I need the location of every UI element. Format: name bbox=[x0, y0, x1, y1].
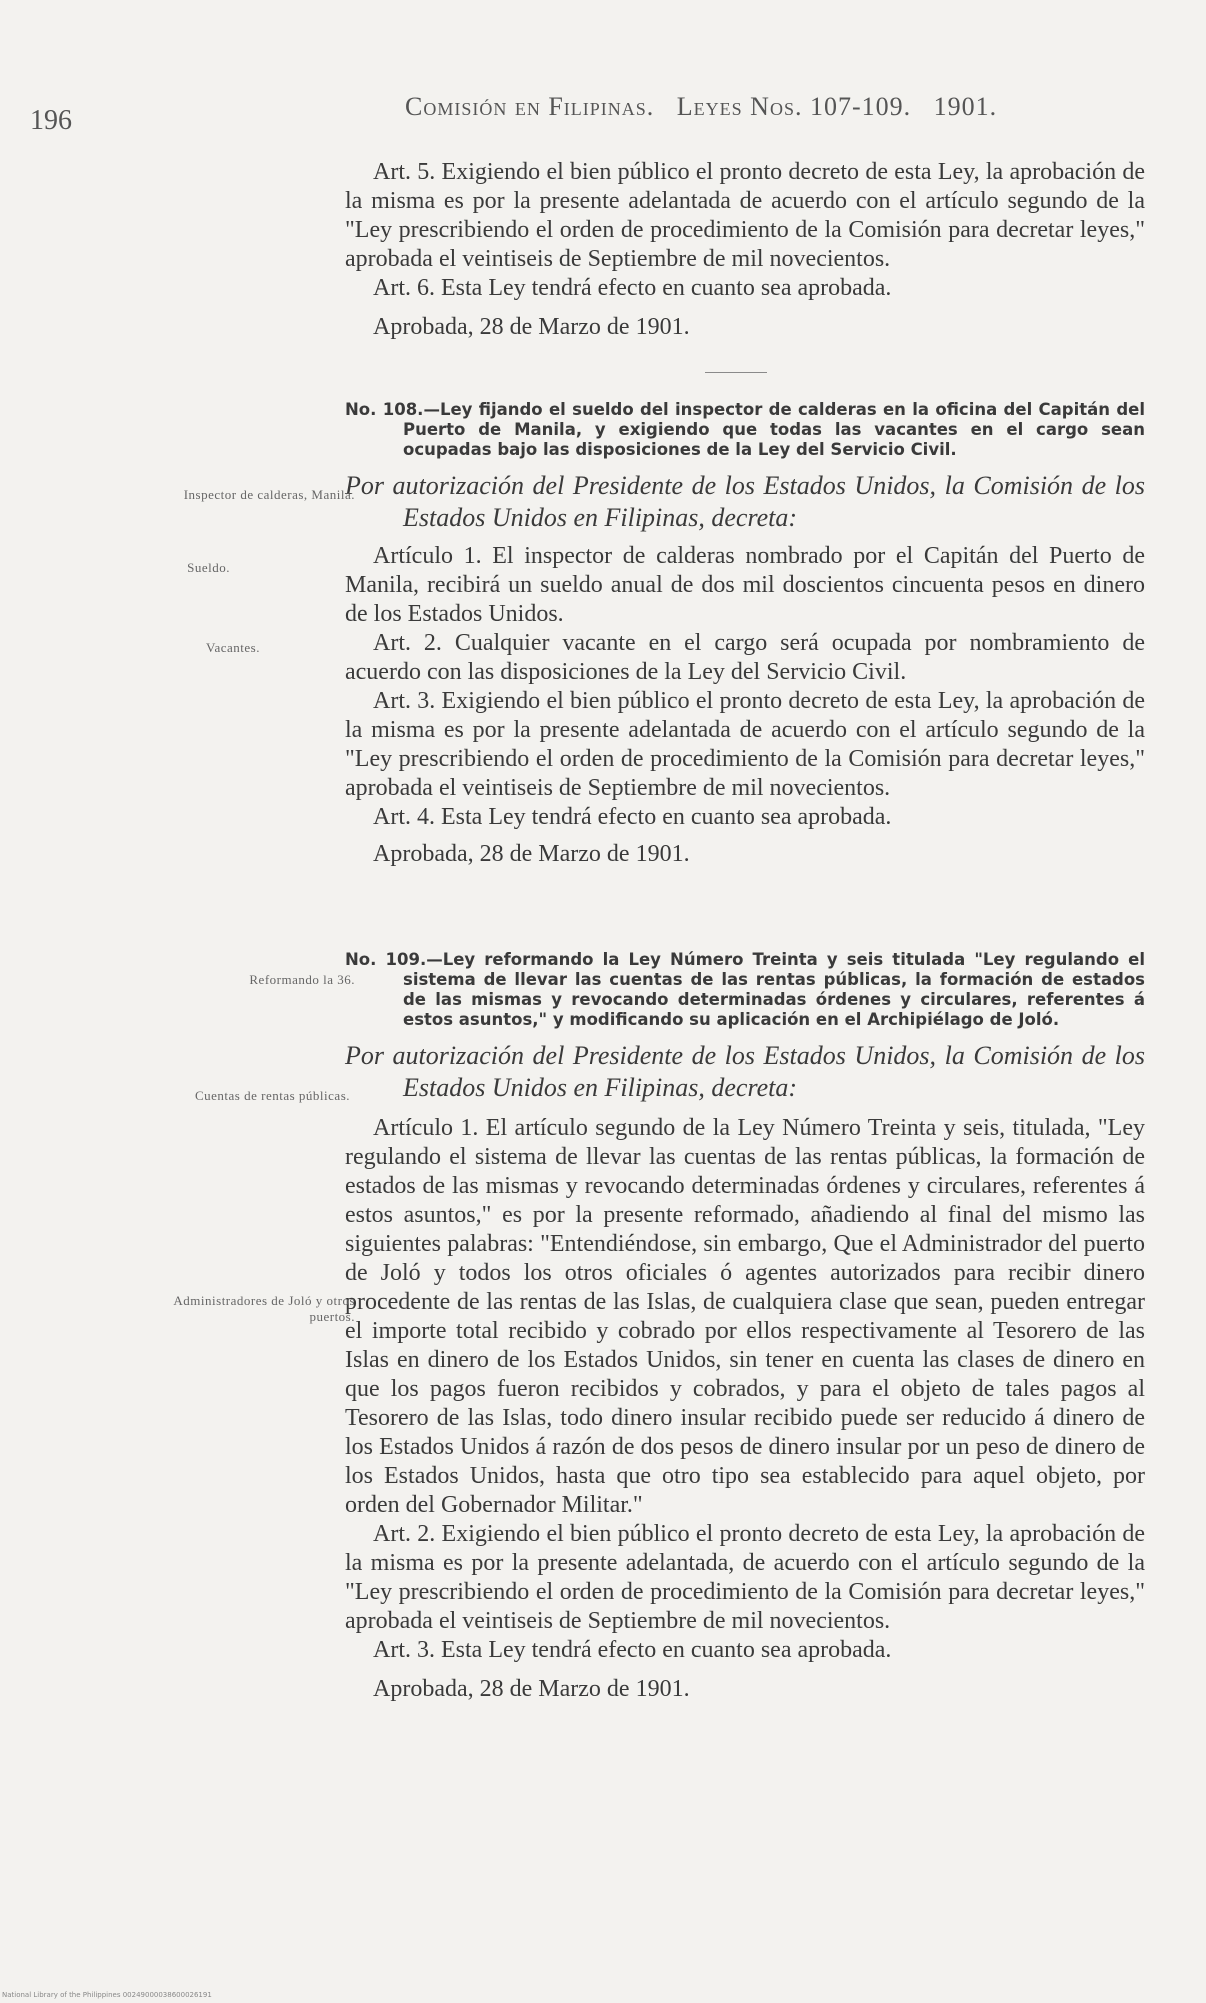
law109-title: No. 109.—Ley reformando la Ley Número Treinta y seis titulada "Ley regulando el sistema de llevar las cuentas de las rentas públicas, la formación de estados de las mismas y revocando determinadas órdenes y circulares, referentes á estos asuntos," y modificando su aplicación en el Archipiélago de Joló. bbox=[345, 950, 1145, 1029]
law108-art2: Art. 2. Cualquier vacante en el cargo será ocupada por nombramiento de acuerdo con las disposiciones de la Ley del Servicio Civil. bbox=[345, 630, 1145, 685]
law108-art4: Art. 4. Esta Ley tendrá efecto en cuanto sea aprobada. bbox=[373, 804, 892, 830]
library-footer: National Library of the Philippines 00249000038600026191 bbox=[2, 1991, 212, 1999]
margin-note-administradores: Administradores de Joló y otros puertos. bbox=[173, 1293, 355, 1324]
running-head-left: Comisión en Filipinas. bbox=[405, 92, 655, 121]
running-head bbox=[405, 92, 997, 122]
law109-approved: Aprobada, 28 de Marzo de 1901. bbox=[373, 1676, 690, 1702]
law-107-continuation bbox=[345, 158, 1145, 342]
law108-enacting-clause: Por autorización del Presidente de los Estados Unidos, la Comisión de los Estados Unidos en Filipinas, decreta: bbox=[345, 471, 1145, 532]
law107-art6: Art. 6. Esta Ley tendrá efecto en cuanto sea aprobada. bbox=[373, 275, 892, 301]
law108-art1: Artículo 1. El inspector de calderas nombrado por el Capitán del Puerto de Manila, recibirá un sueldo anual de dos mil doscientos cincuenta pesos en dinero de los Estados Unidos. bbox=[345, 543, 1145, 627]
law109-art3: Art. 3. Esta Ley tendrá efecto en cuanto sea aprobada. bbox=[373, 1637, 892, 1663]
page-number: 196 bbox=[30, 105, 72, 136]
law109-art2: Art. 2. Exigiendo el bien público el pronto decreto de esta Ley, la aprobación de la misma es por la presente adelantada, de acuerdo con el artículo segundo de la "Ley prescribiendo el orden de procedimiento de la Comisión para decretar leyes," aprobada el veintiseis de Septiembre de mil novecientos. bbox=[345, 1521, 1145, 1634]
law-109 bbox=[345, 950, 1145, 1704]
margin-note-cuentas: Cuentas de rentas públicas. bbox=[194, 1088, 350, 1103]
law108-title: No. 108.—Ley fijando el sueldo del inspector de calderas en la oficina del Capitán del Puerto de Manila, y exigiendo que todas las vacantes en el cargo sean ocupadas bajo las disposiciones de la Ley del Servicio Civil. bbox=[345, 400, 1145, 459]
margin-note-inspector: Inspector de calderas, Manila. bbox=[183, 487, 355, 502]
law108-approved: Aprobada, 28 de Marzo de 1901. bbox=[373, 841, 690, 867]
law108-art3: Art. 3. Exigiendo el bien público el pronto decreto de esta Ley, la aprobación de la misma es por la presente adelantada de acuerdo con el artículo segundo de la "Ley prescribiendo el orden de procedimiento de la Comisión para decretar leyes," aprobada el veintiseis de Septiembre de mil novecientos. bbox=[345, 688, 1145, 801]
law109-art1: Artículo 1. El artículo segundo de la Ley Número Treinta y seis, titulada, "Ley regulando el sistema de llevar las cuentas de las rentas públicas, la formación de estados de las mismas y revocando determinadas órdenes y circulares, referentes á estos asuntos," es por la presente reformado, añadiendo al final del mismo las siguientes palabras: "Entendiéndose, sin embargo, Que el Administrador del puerto de Joló y todos los otros oficiales ó agentes autorizados para recibir dinero procedente de las rentas de las Islas, de cualquiera clase que sean, pueden entregar el importe total recibido y cobrado por ellos respectivamente al Tesorero de las Islas en dinero de los Estados Unidos, sin tener en cuenta las clases de dinero en que los pagos fueron recibidos y cobrados, y para el objeto de tales pagos al Tesorero de las Islas, todo dinero insular recibido puede ser reducido á dinero de los Estados Unidos á razón de dos pesos de dinero insular por un peso de dinero de los Estados Unidos, hasta que otro tipo sea establecido para aquel objeto, por orden del Gobernador Militar." bbox=[345, 1115, 1145, 1518]
law107-approved: Aprobada, 28 de Marzo de 1901. bbox=[373, 314, 690, 340]
law109-enacting-clause: Por autorización del Presidente de los Estados Unidos, la Comisión de los Estados Unidos en Filipinas, decreta: bbox=[345, 1041, 1145, 1102]
margin-note-vacantes: Vacantes. bbox=[206, 640, 260, 655]
margin-note-reformando: Reformando la 36. bbox=[249, 972, 355, 987]
law-108 bbox=[345, 400, 1145, 869]
running-head-year: 1901. bbox=[933, 92, 998, 121]
running-head-mid: Leyes Nos. 107-109. bbox=[676, 92, 912, 121]
margin-note-sueldo: Sueldo. bbox=[187, 560, 230, 575]
section-divider bbox=[705, 372, 767, 373]
law107-art5: Art. 5. Exigiendo el bien público el pronto decreto de esta Ley, la aprobación de la misma es por la presente adelantada de acuerdo con el artículo segundo de la "Ley prescribiendo el orden de procedimiento de la Comisión para decretar leyes," aprobada el veintiseis de Septiembre de mil novecientos. bbox=[345, 159, 1145, 272]
